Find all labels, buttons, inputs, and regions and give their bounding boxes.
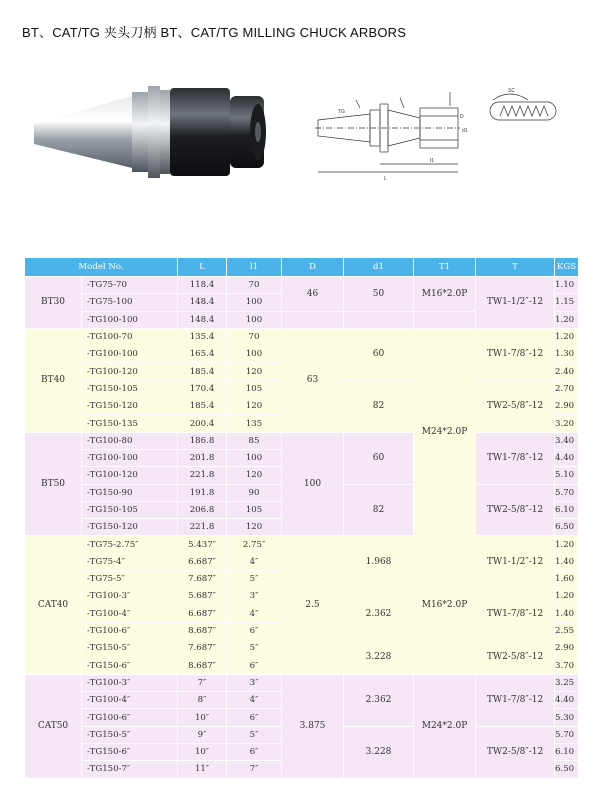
l1-cell: 70: [227, 328, 282, 345]
header-d1: d1: [344, 258, 414, 277]
drawing-label-l: L: [384, 176, 387, 182]
model-no-cell: -TG100-80: [82, 432, 178, 449]
series-cell: BT30: [25, 277, 82, 329]
l1-cell: 5″: [227, 571, 282, 588]
table-row: [25, 536, 579, 553]
l-cell: 165.4: [178, 346, 227, 363]
kgs-cell: 6.50: [555, 761, 579, 778]
l1-cell: 135: [227, 415, 282, 432]
kgs-cell: 5.30: [555, 709, 579, 726]
t-cell: TW1-7/8″-12: [476, 432, 555, 484]
l1-cell: 6″: [227, 622, 282, 639]
drawing-label-l1: l1: [430, 158, 434, 164]
t1-cell: M16*2.0P: [414, 277, 476, 312]
model-no-cell: -TG150-5″: [82, 726, 178, 743]
l1-cell: 120: [227, 467, 282, 484]
l-cell: 185.4: [178, 398, 227, 415]
l-cell: 200.4: [178, 415, 227, 432]
d1-cell: 3.228: [344, 640, 414, 675]
model-no-cell: -TG100-100: [82, 449, 178, 466]
l1-cell: 6″: [227, 744, 282, 761]
t-cell: TW1-1/2″-12: [476, 277, 555, 329]
t-cell: TW1-1/2″-12: [476, 536, 555, 588]
model-no-cell: -TG100-120: [82, 467, 178, 484]
table-row: [25, 328, 579, 345]
l1-cell: 5″: [227, 640, 282, 657]
kgs-cell: 1.15: [555, 294, 579, 311]
kgs-cell: 1.60: [555, 571, 579, 588]
l1-cell: 4″: [227, 553, 282, 570]
page-title: BT、CAT/TG 夹头刀柄 BT、CAT/TG MILLING CHUCK ARBORS: [22, 25, 407, 40]
l-cell: 10″: [178, 744, 227, 761]
kgs-cell: 2.70: [555, 380, 579, 397]
l1-cell: 100: [227, 311, 282, 328]
model-no-cell: -TG75-100: [82, 294, 178, 311]
header-l: L: [178, 258, 227, 277]
header-d: D: [282, 258, 344, 277]
l-cell: 5.687″: [178, 588, 227, 605]
drawing-label-a: TG: [338, 109, 345, 115]
t1-cell: M24*2.0P: [414, 328, 476, 536]
specification-table: [24, 257, 579, 779]
model-no-cell: -TG150-7″: [82, 761, 178, 778]
kgs-cell: 2.90: [555, 398, 579, 415]
d-cell: 2.5: [282, 536, 344, 674]
l-cell: 6.687″: [178, 605, 227, 622]
model-no-cell: -TG150-6″: [82, 744, 178, 761]
t-cell: TW2-5/8″-12: [476, 640, 555, 675]
model-no-cell: -TG75-5″: [82, 571, 178, 588]
l1-cell: 4″: [227, 692, 282, 709]
t-cell: TW2-5/8″-12: [476, 484, 555, 536]
kgs-cell: 3.40: [555, 432, 579, 449]
l-cell: 5.437″: [178, 536, 227, 553]
l1-cell: 70: [227, 277, 282, 294]
l-cell: 8″: [178, 692, 227, 709]
l-cell: 118.4: [178, 277, 227, 294]
l1-cell: 85: [227, 432, 282, 449]
kgs-cell: 4.40: [555, 449, 579, 466]
l1-cell: 2.75″: [227, 536, 282, 553]
model-no-cell: -TG100-4″: [82, 692, 178, 709]
l1-cell: 120: [227, 363, 282, 380]
d1-cell: 50: [344, 277, 414, 312]
t-cell: TW1-7/8″-12: [476, 674, 555, 726]
l-cell: 8.687″: [178, 622, 227, 639]
model-no-cell: -TG100-6″: [82, 709, 178, 726]
d-cell: 46: [282, 277, 344, 312]
l-cell: 11″: [178, 761, 227, 778]
l-cell: 135.4: [178, 328, 227, 345]
d1-cell: 60: [344, 432, 414, 484]
model-no-cell: -TG150-6″: [82, 657, 178, 674]
kgs-cell: 2.90: [555, 640, 579, 657]
l1-cell: 3″: [227, 674, 282, 691]
milling-chuck-arbor-photo: [32, 82, 272, 192]
l1-cell: 90: [227, 484, 282, 501]
kgs-cell: 5.70: [555, 726, 579, 743]
l-cell: 7″: [178, 674, 227, 691]
table-row: [25, 432, 579, 449]
l-cell: 170.4: [178, 380, 227, 397]
l-cell: 6.687″: [178, 553, 227, 570]
model-no-cell: -TG75-70: [82, 277, 178, 294]
series-cell: CAT40: [25, 536, 82, 674]
t1-cell: M16*2.0P: [414, 536, 476, 674]
model-no-cell: -TG150-90: [82, 484, 178, 501]
l1-cell: 100: [227, 346, 282, 363]
l1-cell: 100: [227, 449, 282, 466]
model-no-cell: -TG100-4″: [82, 605, 178, 622]
l-cell: 8.687″: [178, 657, 227, 674]
l1-cell: 120: [227, 519, 282, 536]
t-cell: TW1-7/8″-12: [476, 588, 555, 640]
d-cell: 100: [282, 432, 344, 536]
d1-cell: [344, 311, 414, 328]
t1-cell: [414, 311, 476, 328]
l1-cell: 3″: [227, 588, 282, 605]
l-cell: 185.4: [178, 363, 227, 380]
drawing-label-sc: SC: [508, 88, 515, 94]
d1-cell: 2.362: [344, 588, 414, 640]
series-cell: CAT50: [25, 674, 82, 778]
d1-cell: 2.362: [344, 674, 414, 726]
l-cell: 148.4: [178, 294, 227, 311]
header-t: T: [476, 258, 555, 277]
model-no-cell: -TG100-3″: [82, 588, 178, 605]
table-row: [25, 277, 579, 294]
model-no-cell: -TG150-120: [82, 519, 178, 536]
l-cell: 221.8: [178, 519, 227, 536]
kgs-cell: 1.20: [555, 311, 579, 328]
model-no-cell: -TG150-105: [82, 501, 178, 518]
model-no-cell: -TG100-6″: [82, 622, 178, 639]
d-cell: [282, 311, 344, 328]
series-cell: BT50: [25, 432, 82, 536]
kgs-cell: 1.20: [555, 588, 579, 605]
l-cell: 186.8: [178, 432, 227, 449]
drawing-label-d1: d1: [462, 128, 468, 134]
l1-cell: 4″: [227, 605, 282, 622]
header-model-no: Model No.: [25, 258, 178, 277]
kgs-cell: 3.20: [555, 415, 579, 432]
header-kgs: KGS: [555, 258, 579, 277]
model-no-cell: -TG150-105: [82, 380, 178, 397]
l-cell: 191.8: [178, 484, 227, 501]
kgs-cell: 1.10: [555, 277, 579, 294]
l1-cell: 105: [227, 501, 282, 518]
d-cell: 63: [282, 328, 344, 432]
model-no-cell: -TG150-135: [82, 415, 178, 432]
model-no-cell: -TG100-100: [82, 346, 178, 363]
l-cell: 7.687″: [178, 640, 227, 657]
technical-drawing: [300, 80, 570, 200]
l1-cell: 7″: [227, 761, 282, 778]
l1-cell: 6″: [227, 709, 282, 726]
kgs-cell: 6.50: [555, 519, 579, 536]
l-cell: 9″: [178, 726, 227, 743]
l-cell: 221.8: [178, 467, 227, 484]
d-cell: 3.875: [282, 674, 344, 778]
l1-cell: 100: [227, 294, 282, 311]
l1-cell: 5″: [227, 726, 282, 743]
kgs-cell: 5.70: [555, 484, 579, 501]
kgs-cell: 3.25: [555, 674, 579, 691]
kgs-cell: 1.30: [555, 346, 579, 363]
kgs-cell: 2.40: [555, 363, 579, 380]
model-no-cell: -TG75-2.75″: [82, 536, 178, 553]
d1-cell: 3.228: [344, 726, 414, 778]
kgs-cell: 1.40: [555, 553, 579, 570]
model-no-cell: -TG75-4″: [82, 553, 178, 570]
model-no-cell: -TG100-100: [82, 311, 178, 328]
kgs-cell: 6.10: [555, 501, 579, 518]
t-cell: TW2-5/8″-12: [476, 380, 555, 432]
d1-cell: 82: [344, 484, 414, 536]
l1-cell: 120: [227, 398, 282, 415]
l-cell: 7.687″: [178, 571, 227, 588]
kgs-cell: 2.55: [555, 622, 579, 639]
model-no-cell: -TG150-5″: [82, 640, 178, 657]
drawing-label-d: D: [460, 114, 464, 120]
d1-cell: 60: [344, 328, 414, 380]
t-cell: TW2-5/8″-12: [476, 726, 555, 778]
t1-cell: M24*2.0P: [414, 674, 476, 778]
l-cell: 201.8: [178, 449, 227, 466]
kgs-cell: 5.10: [555, 467, 579, 484]
l-cell: 148.4: [178, 311, 227, 328]
series-cell: BT40: [25, 328, 82, 432]
header-t1: T1: [414, 258, 476, 277]
model-no-cell: -TG100-70: [82, 328, 178, 345]
model-no-cell: -TG150-120: [82, 398, 178, 415]
kgs-cell: 1.20: [555, 536, 579, 553]
l1-cell: 6″: [227, 657, 282, 674]
d1-cell: 1.968: [344, 536, 414, 588]
l-cell: 10″: [178, 709, 227, 726]
kgs-cell: 6.10: [555, 744, 579, 761]
table-row: [25, 674, 579, 691]
header-l1: l1: [227, 258, 282, 277]
model-no-cell: -TG100-3″: [82, 674, 178, 691]
l-cell: 206.8: [178, 501, 227, 518]
model-no-cell: -TG100-120: [82, 363, 178, 380]
kgs-cell: 4.40: [555, 692, 579, 709]
d1-cell: 82: [344, 380, 414, 432]
table-header-row: [25, 258, 579, 277]
l1-cell: 105: [227, 380, 282, 397]
kgs-cell: 1.40: [555, 605, 579, 622]
kgs-cell: 1.20: [555, 328, 579, 345]
kgs-cell: 3.70: [555, 657, 579, 674]
t-cell: TW1-7/8″-12: [476, 328, 555, 380]
